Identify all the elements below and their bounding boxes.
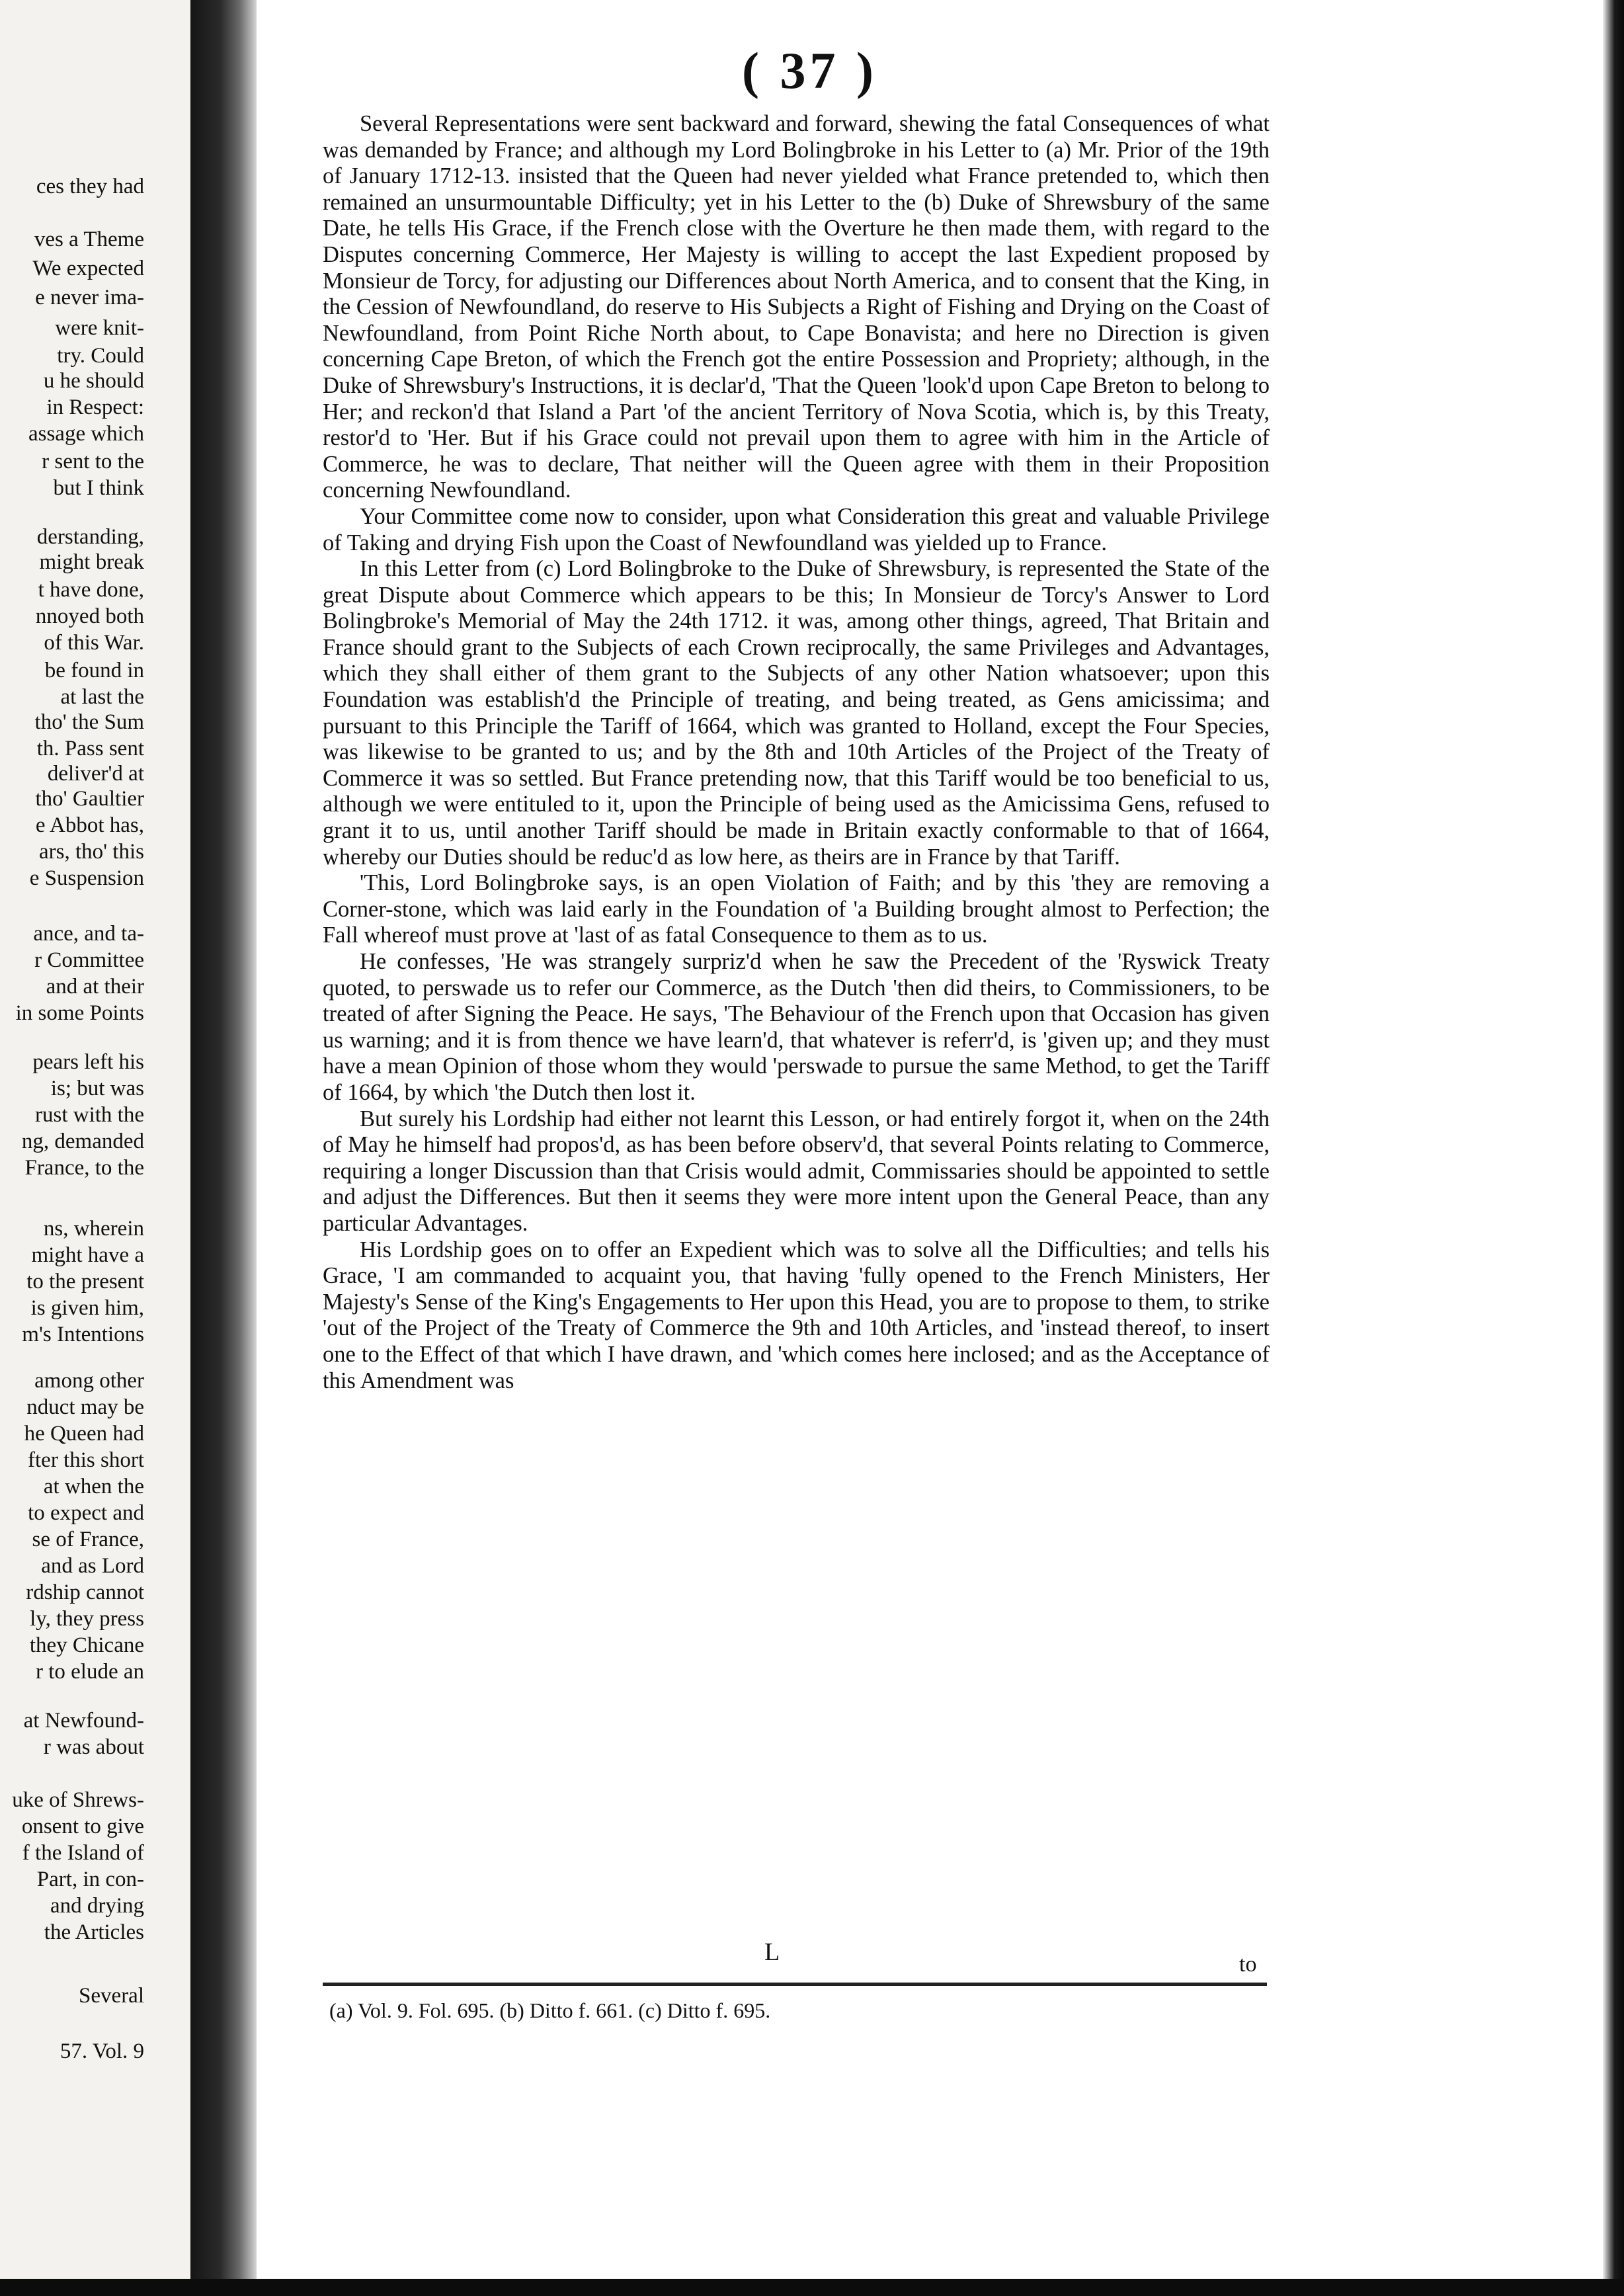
facing-page-strip bbox=[0, 0, 190, 2296]
facing-page-line: e Suspension bbox=[29, 866, 144, 890]
facing-page-line: ance, and ta- bbox=[33, 922, 144, 946]
catchword: to bbox=[1239, 1952, 1257, 1977]
facing-page-line: onsent to give bbox=[21, 1815, 144, 1838]
facing-page-line: fter this short bbox=[28, 1448, 144, 1472]
facing-page-line: ns, wherein bbox=[43, 1217, 144, 1241]
paragraph: In this Letter from (c) Lord Bolingbroke to the Duke of Shrewsbury, is represented the State of the great Dispute about Commerce which appears to be this; In Monsieur de Torcy's Answer to Lord Bolingbroke's Memorial of May the 24th 1712. it was, among other things, agreed, That Britain and France should grant to the Subjects of each Crown reciprocally, the same Privileges and Advantages, which they shall either of them grant to the Subjects of any other Nation whatsoever; upon this Foundation was establish'd the Principle of treating, and being treated, as Gens amicissima; and pursuant to this Principle the Tariff of 1664, which was granted to Holland, except the Four Species, was likewise to be granted to us; and by the 8th and 10th Articles of the Project of the Treaty of Commerce it was so settled. But France pretending now, that this Tariff would be too beneficial to us, although we were entituled to it, upon the Principle of being used as the Amicissima Gens, refused to grant it to us, until another Tariff should be made in Britain exactly conformable to that of 1664, whereby our Duties should be reduc'd as low here, as theirs are in France by that Tariff. bbox=[323, 556, 1270, 870]
facing-page-line: derstanding, bbox=[36, 525, 144, 549]
facing-page-line: 57. Vol. 9 bbox=[60, 2039, 144, 2063]
facing-page-line: r was about bbox=[43, 1735, 144, 1759]
facing-page-line: ng, demanded bbox=[21, 1129, 144, 1153]
facing-page-line: m's Intentions bbox=[22, 1323, 144, 1346]
footnotes: (a) Vol. 9. Fol. 695. (b) Ditto f. 661. (c) Ditto f. 695. bbox=[329, 1998, 771, 2022]
facing-page-line: pears left his bbox=[32, 1050, 144, 1074]
facing-page-line: assage which bbox=[28, 422, 144, 446]
facing-page-line: Several bbox=[79, 1984, 144, 2008]
facing-page-line: tho' Gaultier bbox=[35, 787, 144, 811]
facing-page-line: rdship cannot bbox=[26, 1580, 144, 1604]
facing-page-line: and drying bbox=[50, 1894, 144, 1918]
facing-page-line: in some Points bbox=[15, 1001, 144, 1025]
facing-page-line: We expected bbox=[32, 257, 144, 280]
facing-page-line: but I think bbox=[53, 476, 144, 500]
facing-page-line: nduct may be bbox=[26, 1395, 144, 1419]
facing-page-line: to expect and bbox=[28, 1501, 144, 1525]
signature-mark: L bbox=[764, 1938, 780, 1966]
right-page-edge bbox=[1603, 0, 1624, 2296]
facing-page-line: might have a bbox=[31, 1243, 144, 1267]
facing-page-line: were knit- bbox=[55, 316, 144, 340]
facing-page-line: at when the bbox=[43, 1475, 144, 1498]
facing-page-line: ces they had bbox=[36, 175, 144, 198]
facing-page-line: nnoyed both bbox=[35, 604, 144, 628]
facing-page-line: r Committee bbox=[34, 948, 144, 972]
paragraph: His Lordship goes on to offer an Expedient which was to solve all the Difficulties; and tells his Grace, 'I am commanded to acquaint you, that having 'fully opened to the French Ministers, Her Majesty's Sense of the King's Engagements to Her upon this Head, you are to propose to them, to strike 'out of the Project of the Treaty of Commerce the 9th and 10th Articles, and 'instead thereof, to insert one to the Effect of that which I have drawn, and 'which comes here inclosed; and as the Acceptance of this Amendment was bbox=[323, 1237, 1270, 1393]
facing-page-line: in Respect: bbox=[46, 395, 144, 419]
facing-page-line: at last the bbox=[60, 685, 144, 709]
facing-page-line: uke of Shrews- bbox=[12, 1788, 144, 1812]
facing-page-line: e never ima- bbox=[35, 286, 144, 309]
paragraph: But surely his Lordship had either not learnt this Lesson, or had entirely forgot it, when on the 24th of May he himself had propos'd, as has been before observ'd, that several Points relating to Commerce, requiring a longer Discussion than that Crisis would admit, Commissaries should be appointed to settle and adjust the Differences. But then it seems they were more intent upon the General Peace, than any particular Advantages. bbox=[323, 1106, 1270, 1236]
facing-page-line: se of France, bbox=[32, 1528, 144, 1551]
facing-page-line: try. Could bbox=[57, 344, 144, 368]
gutter-shadow bbox=[190, 0, 257, 2296]
bottom-page-edge bbox=[0, 2279, 1624, 2296]
facing-page-line: Part, in con- bbox=[36, 1867, 144, 1891]
facing-page-line: rust with the bbox=[35, 1103, 144, 1127]
body-text bbox=[323, 111, 1270, 1394]
page-number: ( 37 ) bbox=[742, 42, 877, 99]
facing-page-line: among other bbox=[34, 1369, 144, 1393]
facing-page-line: r to elude an bbox=[35, 1660, 144, 1684]
facing-page-line: might break bbox=[39, 550, 144, 574]
facing-page-line: e Abbot has, bbox=[35, 813, 144, 837]
footnote-rule bbox=[323, 1983, 1267, 1986]
facing-page-line: is; but was bbox=[50, 1077, 144, 1100]
facing-page-line: tho' the Sum bbox=[34, 710, 144, 734]
facing-page-line: to the present bbox=[26, 1270, 144, 1293]
facing-page-line: France, to the bbox=[24, 1156, 144, 1180]
paragraph: Your Committee come now to consider, upon what Consideration this great and valuable Privilege of Taking and drying Fish upon the Coast of Newfoundland was yielded up to France. bbox=[323, 503, 1270, 555]
facing-page-line: at Newfound- bbox=[23, 1709, 144, 1733]
paragraph: Several Representations were sent backward and forward, shewing the fatal Consequences of what was demanded by France; and although my Lord Bolingbroke in his Letter to (a) Mr. Prior of the 19th of January 1712-13. insisted that the Queen had never yielded what France pretended to, which then remained an unsurmountable Difficulty; yet in his Letter to the (b) Duke of Shrewsbury of the same Date, he tells His Grace, if the French close with the Overture he then made them, with regard to the Disputes concerning Commerce, Her Majesty is willing to accept the last Expedient proposed by Monsieur de Torcy, for adjusting our Differences about North America, and to consent that the King, in the Cession of Newfoundland, do reserve to His Subjects a Right of Fishing and Drying on the Coast of Newfoundland, from Point Riche North about, to Cape Bonavista; and here no Direction is given concerning Cape Breton, of which the French got the entire Possession and Propriety; although, in the Duke of Shrewsbury's Instructions, it is declar'd, 'That the Queen 'look'd upon Cape Breton to belong to Her; and reckon'd that Island a Part 'of the ancient Territory of Nova Scotia, which is, by this Treaty, restor'd to 'Her. But if his Grace could not prevail upon them to agree with him in the Article of Commerce, he was to declare, That neither will the Queen agree with them in their Proposition concerning Newfoundland. bbox=[323, 111, 1270, 503]
facing-page-line: is given him, bbox=[30, 1296, 144, 1320]
facing-page-line: f the Island of bbox=[22, 1841, 144, 1865]
facing-page-line: r sent to the bbox=[42, 450, 144, 473]
facing-page-line: deliver'd at bbox=[47, 762, 144, 786]
facing-page-line: the Articles bbox=[44, 1920, 144, 1944]
facing-page-line: ly, they press bbox=[30, 1607, 144, 1631]
facing-page-line: u he should bbox=[43, 369, 144, 393]
facing-page-line: they Chicane bbox=[29, 1633, 144, 1657]
facing-page-line: th. Pass sent bbox=[36, 737, 144, 760]
facing-page-line: and as Lord bbox=[41, 1554, 144, 1578]
paragraph: He confesses, 'He was strangely surpriz'd when he saw the Precedent of the 'Ryswick Treaty quoted, to perswade us to refer our Commerce, as the Dutch 'then did theirs, to Commissioners, to be treated of after Signing the Peace. He says, 'The Behaviour of the French upon that Occasion has given us warning; and it is from thence we have learn'd, that whatever is referr'd, is 'given up; and they must have a mean Opinion of those whom they would 'perswade to pursue the same Method, to get the Tariff of 1664, by which 'the Dutch then lost it. bbox=[323, 949, 1270, 1105]
facing-page-line: of this War. bbox=[44, 631, 144, 655]
facing-page-line: and at their bbox=[46, 975, 144, 999]
facing-page-line: t have done, bbox=[38, 578, 144, 602]
facing-page-line: he Queen had bbox=[24, 1422, 144, 1446]
facing-page-line: ves a Theme bbox=[34, 227, 144, 251]
paragraph: 'This, Lord Bolingbroke says, is an open Violation of Faith; and by this 'they are removing a Corner-stone, which was laid early in the Foundation of 'a Building brought almost to Perfection; the Fall whereof must prove at 'last of as fatal Consequence to them as to us. bbox=[323, 870, 1270, 948]
facing-page-line: ars, tho' this bbox=[38, 840, 144, 864]
facing-page-line: be found in bbox=[44, 659, 144, 682]
